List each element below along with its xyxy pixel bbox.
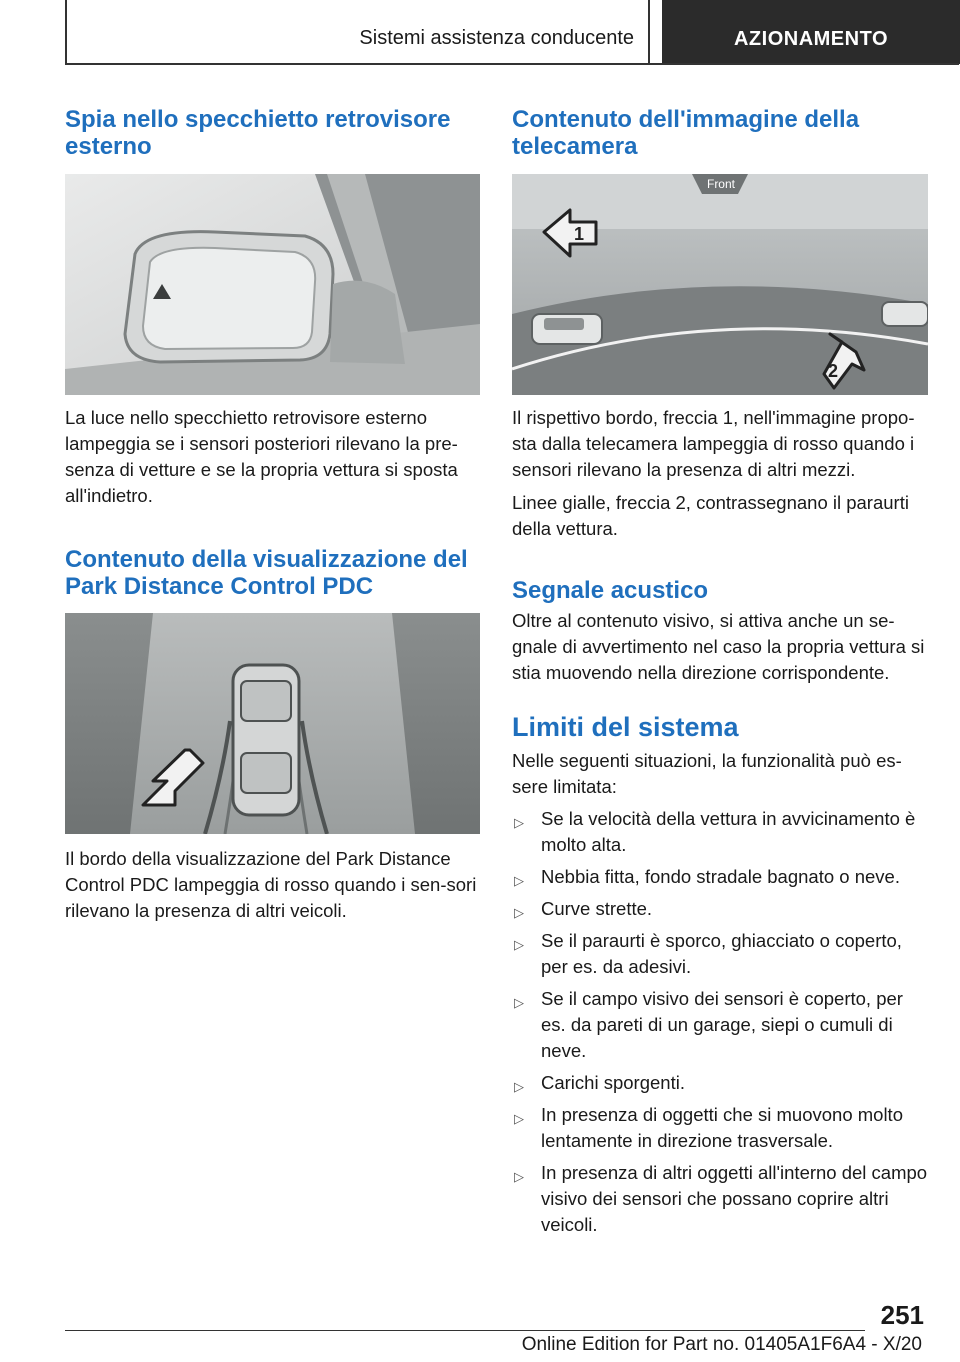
header-section-title	[67, 0, 648, 63]
paragraph-camera-yellow-lines: Linee gialle, freccia 2, contrassegnano il paraurti della vettura.	[512, 492, 909, 539]
paragraph-mirror-light: La luce nello specchietto retrovisore esterno lampeggia se i sensori posteriori rilevano la pre-senza di vetture e se la propria vettura si sposta all'indietro.	[65, 407, 458, 506]
list-item-text: In presenza di altri oggetti all'interno del campo visivo dei sensori che possano coprire altri veicoli.	[541, 1162, 928, 1235]
chapter-title: AZIONAMENTO	[733, 27, 888, 50]
camera-front-label: Front	[706, 177, 736, 191]
triangle-bullet-icon: ▷	[514, 995, 524, 1010]
list-item-text: Carichi sporgenti.	[541, 1072, 685, 1093]
camera-car-right	[882, 302, 928, 326]
list-item	[512, 986, 932, 1064]
heading-pdc-display: Contenuto della visualizzazione del Park Distance Control PDC	[65, 546, 468, 600]
list-item	[512, 1070, 932, 1096]
list-item	[512, 896, 932, 922]
paragraph-pdc-display: Il bordo della visualizzazione del Park Distance Control PDC lampeggia di rosso quando i sen-sori rilevano la presenza di altri veicoli.	[65, 848, 477, 921]
heading-system-limits: Limiti del sistema	[512, 712, 739, 742]
figure-pdc-display	[65, 613, 480, 834]
chapter-tab	[662, 0, 960, 64]
paragraph-acoustic-signal: Oltre al contenuto visivo, si attiva anche un se-gnale di avvertimento nel caso la propria vettura si stia muovendo nella direzione corrispondente.	[512, 610, 925, 683]
triangle-bullet-icon: ▷	[514, 1169, 524, 1184]
list-item	[512, 806, 932, 858]
figure-side-mirror	[65, 174, 480, 395]
header-rule	[65, 63, 959, 65]
list-item-text: Curve strette.	[541, 898, 653, 919]
triangle-bullet-icon: ▷	[514, 937, 524, 952]
section-title: Sistemi assistenza conducente	[359, 27, 634, 49]
pdc-display-illustration	[65, 613, 480, 834]
list-item-text: Se il campo visivo dei sensori è coperto, per es. da pareti di un garage, siepi o cumuli di neve.	[541, 988, 903, 1061]
limits-list	[512, 806, 932, 1244]
list-item	[512, 864, 932, 890]
camera-car-left	[532, 314, 602, 344]
triangle-bullet-icon: ▷	[514, 873, 524, 888]
triangle-bullet-icon: ▷	[514, 1079, 524, 1094]
heading-acoustic-signal: Segnale acustico	[512, 577, 709, 604]
triangle-bullet-icon: ▷	[514, 905, 524, 920]
heading-mirror-light: Spia nello specchietto retrovisore esterno	[65, 106, 451, 160]
list-item-text: Se il paraurti è sporco, ghiacciato o coperto, per es. da adesivi.	[541, 930, 902, 977]
footer-rule	[65, 1330, 865, 1331]
heading-camera-image: Contenuto dell'immagine della telecamera	[512, 106, 860, 160]
triangle-bullet-icon: ▷	[514, 815, 524, 830]
camera-arrow-1-label: 1	[574, 224, 585, 244]
side-mirror-illustration	[65, 174, 480, 395]
camera-arrow-2-label: 2	[828, 361, 839, 381]
triangle-bullet-icon: ▷	[514, 1111, 524, 1126]
paragraph-system-limits: Nelle seguenti situazioni, la funzionalità può es-sere limitata:	[512, 750, 902, 797]
list-item	[512, 1160, 932, 1238]
list-item	[512, 1102, 932, 1154]
list-item	[512, 928, 932, 980]
camera-image-illustration	[512, 174, 928, 395]
list-item-text: Nebbia fitta, fondo stradale bagnato o neve.	[541, 866, 900, 887]
page-number: 251	[880, 1300, 924, 1330]
list-item-text: Se la velocità della vettura in avvicinamento è molto alta.	[541, 808, 916, 855]
header-divider	[648, 0, 650, 64]
footer-edition: Online Edition for Part no. 01405A1F6A4 - X/20	[521, 1334, 922, 1355]
list-item-text: In presenza di oggetti che si muovono molto lentamente in direzione trasversale.	[541, 1104, 903, 1151]
paragraph-camera-border: Il rispettivo bordo, freccia 1, nell'immagine propo-sta dalla telecamera lampeggia di rosso quando i sensori rilevano la presenza di altri mezzi.	[512, 407, 915, 480]
figure-camera-image	[512, 174, 928, 395]
